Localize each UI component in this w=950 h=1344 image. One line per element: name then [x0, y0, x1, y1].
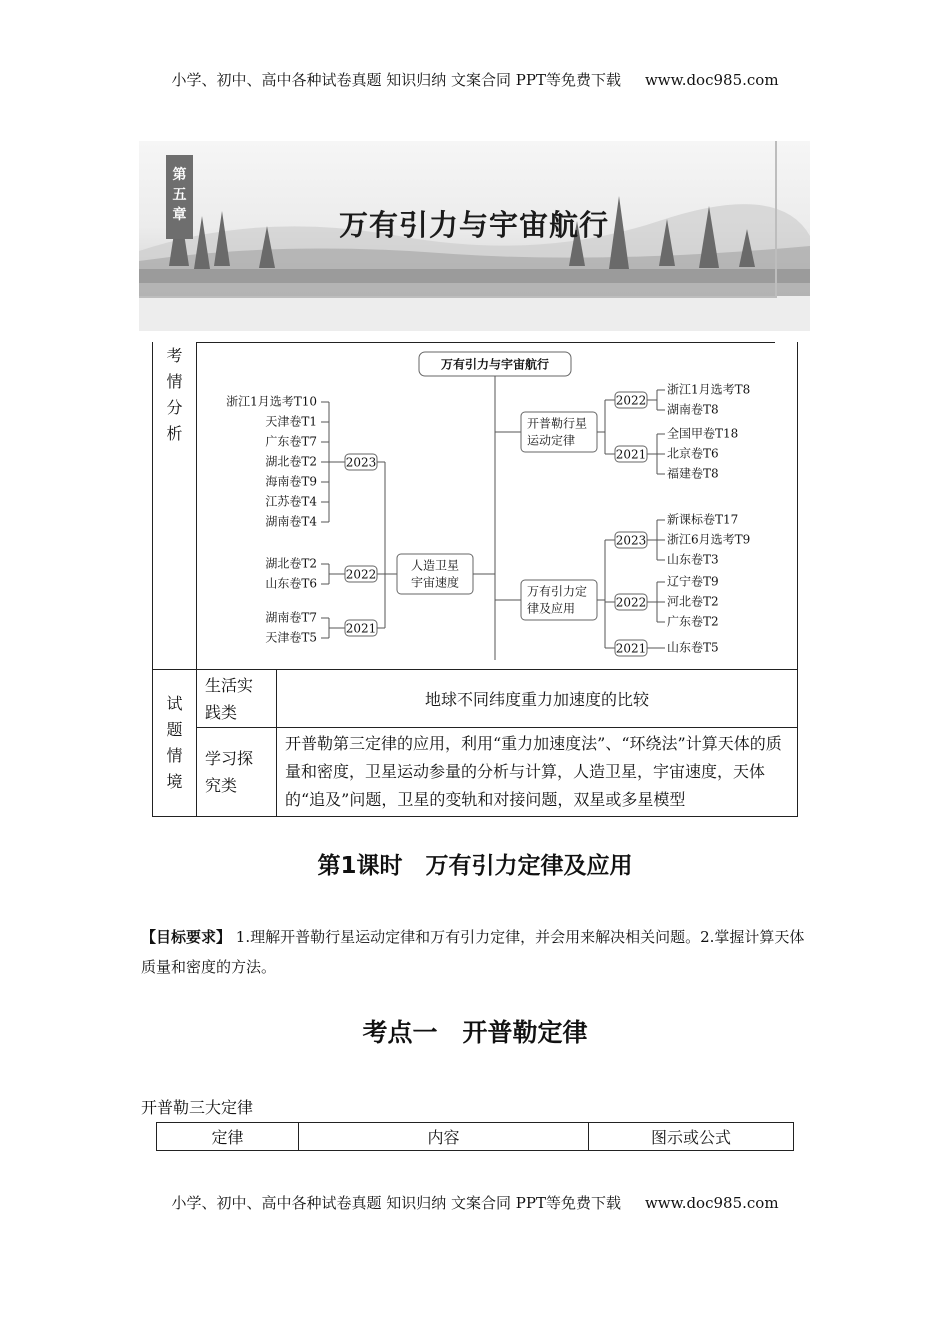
year-label: 2022: [615, 393, 647, 408]
year-label: 2022: [345, 567, 377, 582]
mindmap-cell: [197, 342, 798, 670]
reference-item: 辽宁卷T9: [667, 574, 719, 589]
reference-item: 广东卷T2: [667, 614, 719, 629]
reference-item: 全国甲卷T18: [667, 426, 739, 441]
objective-label: 【目标要求】: [141, 928, 232, 946]
kepler-header-figure: 图示或公式: [589, 1123, 794, 1151]
page-header: [0, 69, 950, 90]
reference-item: 天津卷T1: [265, 414, 317, 429]
year-label: 2021: [615, 641, 647, 656]
year-label: 2023: [615, 533, 647, 548]
reference-item: 湖南卷T8: [667, 402, 719, 417]
objective-text: 1.理解开普勒行星运动定律和万有引力定律，并会用来解决相关问题。2.掌握计算天体质量和密度的方法。: [141, 928, 805, 976]
branch-label: 运动定律: [527, 433, 576, 448]
year-label: 2023: [345, 455, 377, 470]
reference-item: 山东卷T3: [667, 552, 719, 567]
situation-content: 开普勒第三定律的应用，利用“重力加速度法”、“环绕法”计算天体的质量和密度，卫星运动参量的分析与计算，人造卫星，宇宙速度，天体的“追及”问题，卫星的变轨和对接问题，双星或多星模型: [277, 728, 798, 817]
footer-text: 小学、初中、高中各种试卷真题 知识归纳 文案合同 PPT等免费下载: [171, 1194, 621, 1212]
analysis-label-cell: [153, 342, 197, 670]
footer-site: www.doc985.com: [644, 1194, 779, 1212]
branch-label: 开普勒行星: [527, 416, 588, 431]
situation-label: 试 题 情 境: [166, 694, 183, 791]
reference-item: 浙江6月选考T9: [667, 532, 751, 547]
analysis-table: [152, 342, 798, 817]
branch-label: 宇宙速度: [410, 575, 460, 590]
situation-category: 生活实践类: [197, 670, 277, 728]
year-label: 2021: [615, 447, 647, 462]
reference-item: 河北卷T2: [667, 594, 719, 609]
header-site: www.doc985.com: [644, 71, 779, 89]
objective: [141, 922, 813, 982]
mindmap: [197, 342, 797, 669]
section-title: 考点一 开普勒定律: [362, 1018, 588, 1047]
branch-label: 人造卫星: [410, 558, 460, 573]
year-label: 2021: [345, 621, 377, 636]
analysis-label: 考 情 分 析: [166, 346, 183, 443]
reference-item: 湖南卷T4: [265, 514, 317, 529]
header-text: 小学、初中、高中各种试卷真题 知识归纳 文案合同 PPT等免费下载: [171, 71, 621, 89]
reference-item: 广东卷T7: [265, 434, 317, 449]
reference-item: 湖北卷T2: [265, 556, 317, 571]
reference-item: 山东卷T5: [667, 640, 719, 655]
chapter-banner: [139, 141, 810, 331]
reference-item: 浙江1月选考T10: [226, 394, 317, 409]
situation-content: 地球不同纬度重力加速度的比较: [277, 670, 798, 728]
chapter-title: 万有引力与宇宙航行: [339, 208, 610, 242]
kepler-table: [156, 1122, 794, 1151]
reference-item: 新课标卷T17: [667, 512, 739, 527]
reference-item: 浙江1月选考T8: [667, 382, 751, 397]
reference-item: 湖北卷T2: [265, 454, 317, 469]
section-intro: 开普勒三大定律: [141, 1098, 254, 1117]
branch-label: 律及应用: [527, 601, 576, 616]
year-label: 2022: [615, 595, 647, 610]
reference-item: 山东卷T6: [265, 576, 317, 591]
reference-item: 海南卷T9: [265, 474, 317, 489]
mindmap-root: 万有引力与宇宙航行: [440, 357, 550, 372]
reference-item: 湖南卷T7: [265, 610, 317, 625]
kepler-header-law: 定律: [157, 1123, 299, 1151]
reference-item: 天津卷T5: [265, 630, 317, 645]
page-footer: [0, 1192, 950, 1213]
lesson-title: 第1课时 万有引力定律及应用: [317, 853, 633, 879]
branch-label: 万有引力定: [527, 584, 588, 599]
reference-item: 福建卷T8: [667, 466, 719, 481]
reference-item: 江苏卷T4: [265, 494, 317, 509]
situation-label-cell: [153, 670, 197, 817]
situation-category: 学习探究类: [197, 728, 277, 817]
reference-item: 北京卷T6: [667, 446, 719, 461]
kepler-header-content: 内容: [299, 1123, 589, 1151]
chapter-tag: 第五章: [166, 155, 193, 239]
